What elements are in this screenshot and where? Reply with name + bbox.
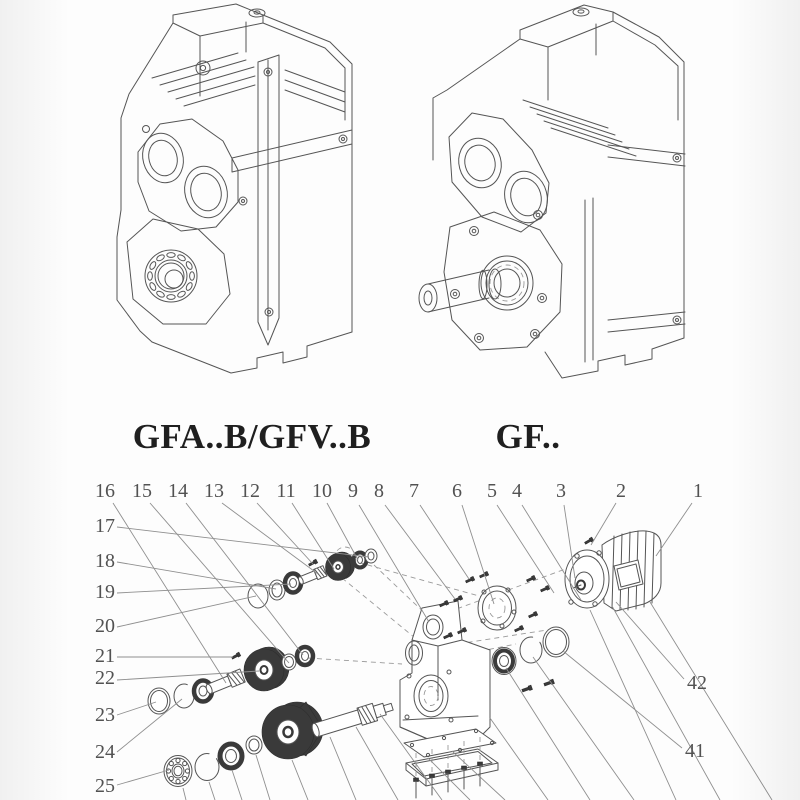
callout-leader-7 [420,505,469,579]
callout-number-23: 23 [95,704,115,726]
callout-number-12: 12 [240,480,260,502]
callout-leader-18 [117,562,276,589]
exploded-parts-diagram [95,480,772,800]
callout-number-21: 21 [95,645,115,667]
ball-bearing [164,756,192,787]
motor [565,531,661,611]
snap-ring [520,637,542,663]
callout-number-41: 41 [685,740,705,762]
snap-ring [174,684,194,708]
callout-number-10: 10 [312,480,332,502]
callout-number-25: 25 [95,775,115,797]
cooling-fins-right [523,100,636,156]
set-screw [231,652,241,660]
callout-number-17: 17 [95,515,115,537]
callout-number-15: 15 [132,480,152,502]
model-label-gf: GF.. [495,417,561,456]
large-seal-ring [148,688,170,714]
model-label-gfab-gfvb: GFA..B/GFV..B [132,417,372,456]
callout-number-8: 8 [374,480,384,502]
callout-number-24: 24 [95,741,115,763]
callout-number-11: 11 [276,480,296,502]
callout-leader-4 [522,505,581,600]
motor-screw [584,537,594,545]
intermediate-gear [244,647,289,691]
callout-leader-10 [327,503,358,560]
callout-leader-5 [497,505,554,593]
callout-number-14: 14 [168,480,188,502]
gearbox-solid-shaft-drawing [419,5,685,378]
callout-number-13: 13 [204,480,224,502]
input-bore-1 [137,129,189,188]
upper-shaft-assembly [248,549,377,608]
motor-bearing [492,648,516,675]
cooling-fins-left [152,53,345,112]
output-shaft-assembly [164,698,395,786]
gearbox-hollow-shaft-drawing [117,4,352,373]
callout-number-20: 20 [95,615,115,637]
callout-number-9: 9 [348,480,358,502]
callout-leader-16 [113,503,226,683]
callout-leader-17 [117,527,369,557]
callout-leader-9 [359,505,429,622]
callout-number-16: 16 [95,480,115,502]
callout-leader-25 [117,770,169,785]
callout-number-7: 7 [409,480,419,502]
callout-leader-20 [117,596,256,627]
output-shaft-piece [310,698,395,739]
callout-number-3: 3 [556,480,566,502]
callout-number-1: 1 [693,480,703,502]
callout-leader-13 [222,503,318,574]
input-gear [326,552,355,581]
small-cap [365,549,377,563]
input-bore-2 [179,161,233,222]
callout-number-2: 2 [616,480,626,502]
callout-leader-1 [656,503,692,556]
callout-leader-12 [257,503,313,564]
callout-leader-15 [150,503,289,663]
callout-layer [95,480,707,797]
callout-number-42: 42 [687,672,707,694]
callout-number-18: 18 [95,550,115,572]
callout-leader-6 [462,505,494,604]
snap-ring [195,754,219,781]
flange-and-rings [478,586,569,675]
callout-number-22: 22 [95,667,115,689]
input-pinion-shaft [297,566,327,587]
callout-number-5: 5 [487,480,497,502]
hollow-shaft-bearing-face [145,250,197,302]
adapter-flange [478,586,516,630]
oil-plug [522,685,533,693]
output-shaft [419,269,501,312]
callout-number-4: 4 [512,480,522,502]
callout-number-6: 6 [452,480,462,502]
motor-flange [565,550,609,608]
callout-number-19: 19 [95,581,115,603]
housing [400,601,490,740]
gf-bore-1 [453,133,507,192]
